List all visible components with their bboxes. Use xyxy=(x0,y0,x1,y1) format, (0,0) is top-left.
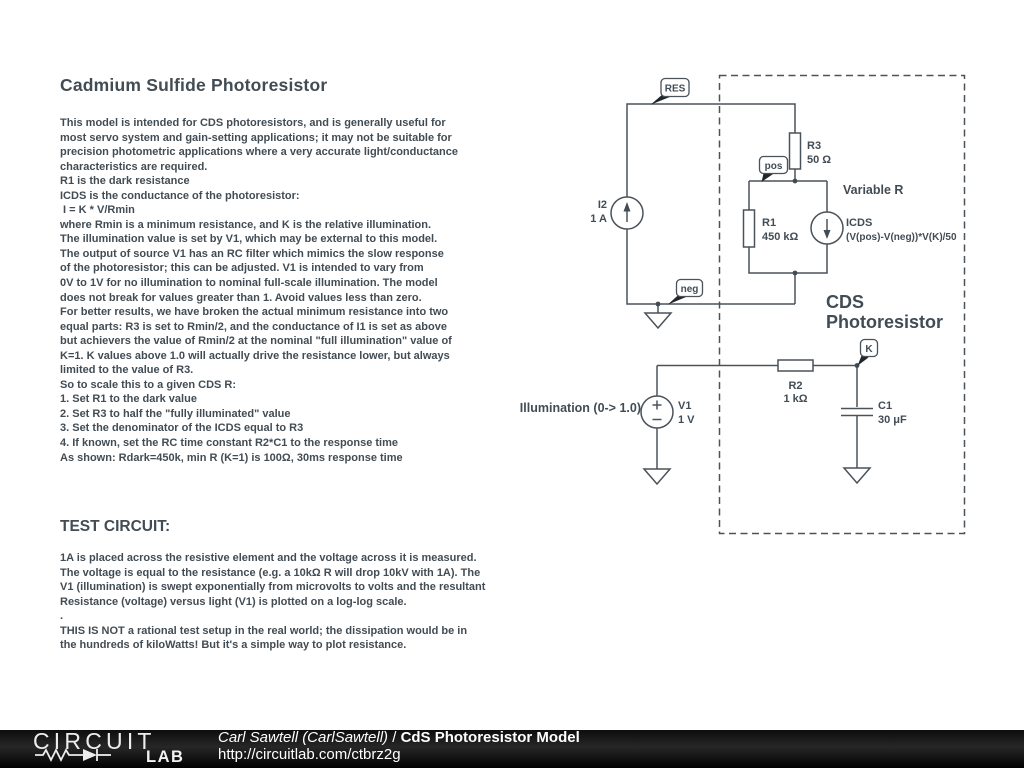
description-line: So to scale this to a given CDS R: xyxy=(60,378,237,391)
circuitlab-logo xyxy=(33,729,184,764)
description-line: The illumination value is set by V1, which may be external to this model. xyxy=(60,233,438,246)
icds-current-source-symbol xyxy=(811,212,843,244)
description-line: As shown: Rdark=450k, min R (K=1) is 100Ω, 30ms response time xyxy=(60,451,403,464)
r1-resistor-symbol xyxy=(744,210,755,247)
description-line: The voltage is equal to the resistance (e.g. a 10kΩ R will drop 10kV with 1A). The xyxy=(60,566,481,579)
description-line: 4. If known, set the RC time constant R2*C1 to the response time xyxy=(60,437,399,450)
circuit-url[interactable]: http://circuitlab.com/ctbrz2g xyxy=(218,745,401,763)
variable-r-note: Variable R xyxy=(843,183,904,197)
v1-value: 1 V xyxy=(678,414,695,426)
ground-icon xyxy=(644,469,670,484)
document-title: CdS Photoresistor Model xyxy=(400,729,580,746)
footer-text xyxy=(218,730,580,763)
description-line: characteristics are required. xyxy=(60,160,208,173)
author-name: Carl Sawtell (CarlSawtell) xyxy=(218,729,389,746)
description-line: The output of source V1 has an RC filter which mimics the slow response xyxy=(60,247,444,260)
icds-label: ICDS xyxy=(846,217,873,229)
description-line: 0V to 1V for no illumination to nominal full-scale illumination. The model xyxy=(60,277,438,290)
description-line: does not break for values greater than 1. Avoid values less than zero. xyxy=(60,291,422,304)
logo-circuit-text: CIRCUIT xyxy=(33,728,156,754)
description-line: K=1. K values above 1.0 will actually drive the resistance lower, but always xyxy=(60,349,450,362)
v1-voltage-source-symbol xyxy=(641,396,673,428)
k-flag-label: K xyxy=(865,343,873,355)
description-line: ICDS is the conductance of the photoresistor: xyxy=(60,189,300,202)
ground-symbols xyxy=(644,313,870,484)
description-line: This model is intended for CDS photoresistors, and is generally useful for xyxy=(60,117,446,129)
ground-icon xyxy=(844,468,870,483)
description-line: 3. Set the denominator of the ICDS equal to R3 xyxy=(60,422,304,435)
v1-label: V1 xyxy=(678,400,692,412)
description-line: 1A is placed across the resistive element and the voltage across it is measured. xyxy=(60,552,477,564)
description-line: 2. Set R3 to half the "fully illuminated" value xyxy=(60,407,291,420)
node-flag-res xyxy=(651,79,690,105)
c1-capacitor-symbol xyxy=(841,409,873,416)
r3-value: 50 Ω xyxy=(807,154,832,166)
pos-flag-label: pos xyxy=(764,160,783,172)
test-circuit-heading: TEST CIRCUIT: xyxy=(60,518,171,535)
r2-label: R2 xyxy=(788,380,803,392)
node-flag-k xyxy=(858,340,878,366)
icds-expression: (V(pos)-V(neg))*V(K)/50 xyxy=(846,232,957,243)
description-line: I = K * V/Rmin xyxy=(60,204,135,217)
resistor-diode-icon xyxy=(33,747,145,768)
neg-flag-label: neg xyxy=(680,283,699,295)
i2-value: 1 A xyxy=(590,213,607,225)
i2-label: I2 xyxy=(597,199,607,211)
description-line: where Rmin is a minimum resistance, and K is the relative illumination. xyxy=(60,218,432,231)
node-flag-pos xyxy=(760,157,788,183)
r1-value: 450 kΩ xyxy=(762,231,799,243)
description-line: precision photometric applications where a very accurate light/conductance xyxy=(60,146,458,159)
description-line: most servo system and gain-setting applications; it may not be suitable for xyxy=(60,131,452,144)
description-line: Resistance (voltage) versus light (V1) is plotted on a log-log scale. xyxy=(60,595,407,608)
description-line: . xyxy=(60,610,64,623)
logo-lab-text: LAB xyxy=(146,747,185,766)
description-line: the hundreds of kiloWatts! But it's a simple way to plot resistance. xyxy=(60,639,407,652)
page-title: Cadmium Sulfide Photoresistor xyxy=(60,75,328,95)
c1-label: C1 xyxy=(878,400,893,412)
description-line: 1. Set R1 to the dark value xyxy=(60,393,197,406)
cds-note-line1: CDS xyxy=(826,292,865,312)
r1-label: R1 xyxy=(762,217,777,229)
description-line: of the photoresistor; this can be adjusted. V1 is intended to vary from xyxy=(60,262,424,275)
footer-title-line xyxy=(218,730,580,747)
r2-value: 1 kΩ xyxy=(783,393,808,405)
c1-value: 30 μF xyxy=(878,414,907,426)
description-line: THIS IS NOT a rational test setup in the real world; the dissipation would be in xyxy=(60,624,468,637)
description-line: but achievers the value of Rmin/2 at the nominal "full illumination" value of xyxy=(60,335,452,348)
description-line: For better results, we have broken the actual minimum resistance into two xyxy=(60,306,449,319)
cds-note-line2: Photoresistor xyxy=(826,312,944,332)
r2-resistor-symbol xyxy=(778,360,813,371)
res-flag-label: RES xyxy=(664,83,686,95)
ground-icon xyxy=(645,313,671,328)
node-flag-neg xyxy=(668,280,703,305)
description-line: V1 (illumination) is swept exponentially from microvolts to volts and the resultant xyxy=(60,581,486,594)
illumination-note: Illumination (0-> 1.0) xyxy=(519,401,641,415)
separator: / xyxy=(388,729,401,746)
description-line: limited to the value of R3. xyxy=(60,364,194,377)
description-line: R1 is the dark resistance xyxy=(60,175,190,188)
i2-current-source-symbol xyxy=(611,197,643,229)
r3-resistor-symbol xyxy=(790,133,801,169)
description-line: equal parts: R3 is set to Rmin/2, and the conductance of I1 is set as above xyxy=(60,320,447,333)
r3-label: R3 xyxy=(807,140,822,152)
